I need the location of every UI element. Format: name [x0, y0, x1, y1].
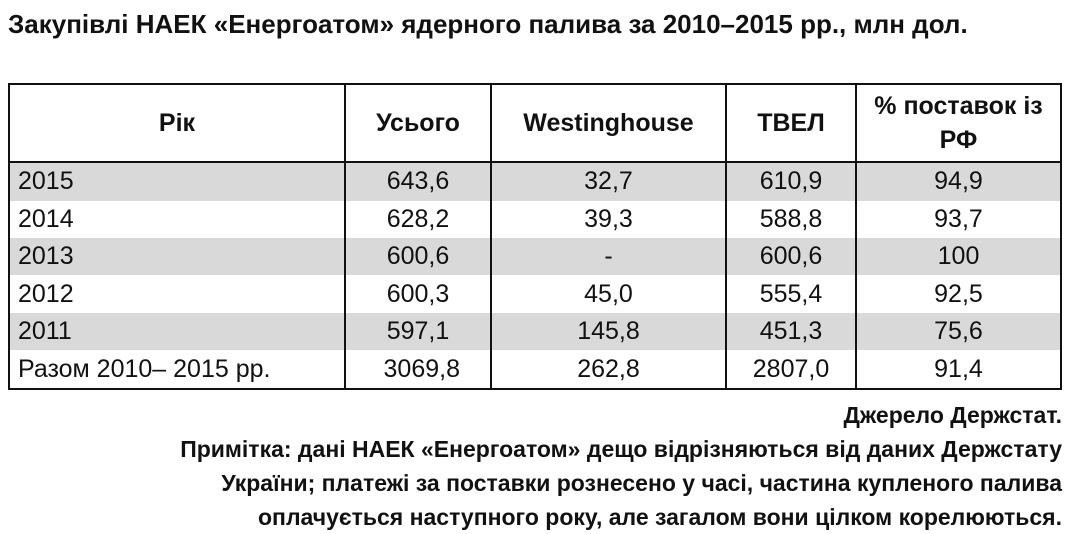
- table-cell: 600,3: [345, 275, 491, 312]
- column-header: Усього: [345, 85, 491, 162]
- table-cell: 597,1: [345, 313, 491, 350]
- note-line: оплачується наступного року, але загалом вони цілком корелюються.: [258, 504, 1062, 530]
- table-cell: 2011: [10, 313, 345, 350]
- table-cell: 555,4: [726, 275, 856, 312]
- table-cell: 2015: [10, 162, 345, 201]
- table-cell: 600,6: [345, 238, 491, 275]
- table-cell: 643,6: [345, 162, 491, 201]
- table-cell: 91,4: [934, 354, 983, 383]
- table-cell: 262,8: [491, 350, 726, 388]
- table-cell: 93,7: [934, 204, 983, 233]
- data-table-frame: [8, 83, 1062, 390]
- table-cell: 39,3: [491, 201, 726, 238]
- table-cell: 451,3: [726, 313, 856, 350]
- table-cell: 3069,8: [345, 350, 491, 388]
- note-line: України; платежі за поставки рознесено у часі, частина купленого палива: [221, 470, 1062, 496]
- column-header: ТВЕЛ: [726, 85, 856, 162]
- table-footnotes: [12, 398, 1062, 534]
- note-line: Примітка: дані НАЕК «Енергоатом» дещо відрізняються від даних Держстату: [180, 436, 1062, 462]
- data-table: [10, 85, 1060, 388]
- table-cell: -: [491, 238, 726, 275]
- table-cell: 92,5: [934, 279, 983, 308]
- table-cell: 45,0: [491, 275, 726, 312]
- table-cell: 600,6: [726, 238, 856, 275]
- table-cell: 94,9: [856, 162, 1060, 201]
- table-cell: 100: [856, 238, 1060, 275]
- table-row: [10, 313, 1060, 350]
- table-cell: 628,2: [345, 201, 491, 238]
- table-title: Закупівлі НАЕК «Енергоатом» ядерного палива за 2010–2015 рр., млн дол.: [8, 9, 968, 39]
- table-cell: 610,9: [726, 162, 856, 201]
- table-cell: 2013: [10, 238, 345, 275]
- table-cell: 75,6: [856, 313, 1060, 350]
- table-cell: 2807,0: [726, 350, 856, 388]
- table-cell: Разом 2010– 2015 рр.: [10, 350, 345, 388]
- table-row: [10, 162, 1060, 201]
- source-line: Джерело Держстат.: [843, 402, 1062, 428]
- column-header: Westinghouse: [491, 85, 726, 162]
- table-header-row: [10, 85, 1060, 162]
- column-header: Рік: [10, 85, 345, 162]
- column-header: % поставок із РФ: [856, 85, 1060, 162]
- table-cell: 588,8: [726, 201, 856, 238]
- table-row: [10, 275, 1060, 312]
- table-row: [10, 201, 1060, 238]
- table-row-total: [10, 350, 1060, 388]
- table-cell: 2012: [10, 275, 345, 312]
- table-cell: 145,8: [491, 313, 726, 350]
- table-cell: 2014: [10, 201, 345, 238]
- table-cell: 32,7: [491, 162, 726, 201]
- table-row: [10, 238, 1060, 275]
